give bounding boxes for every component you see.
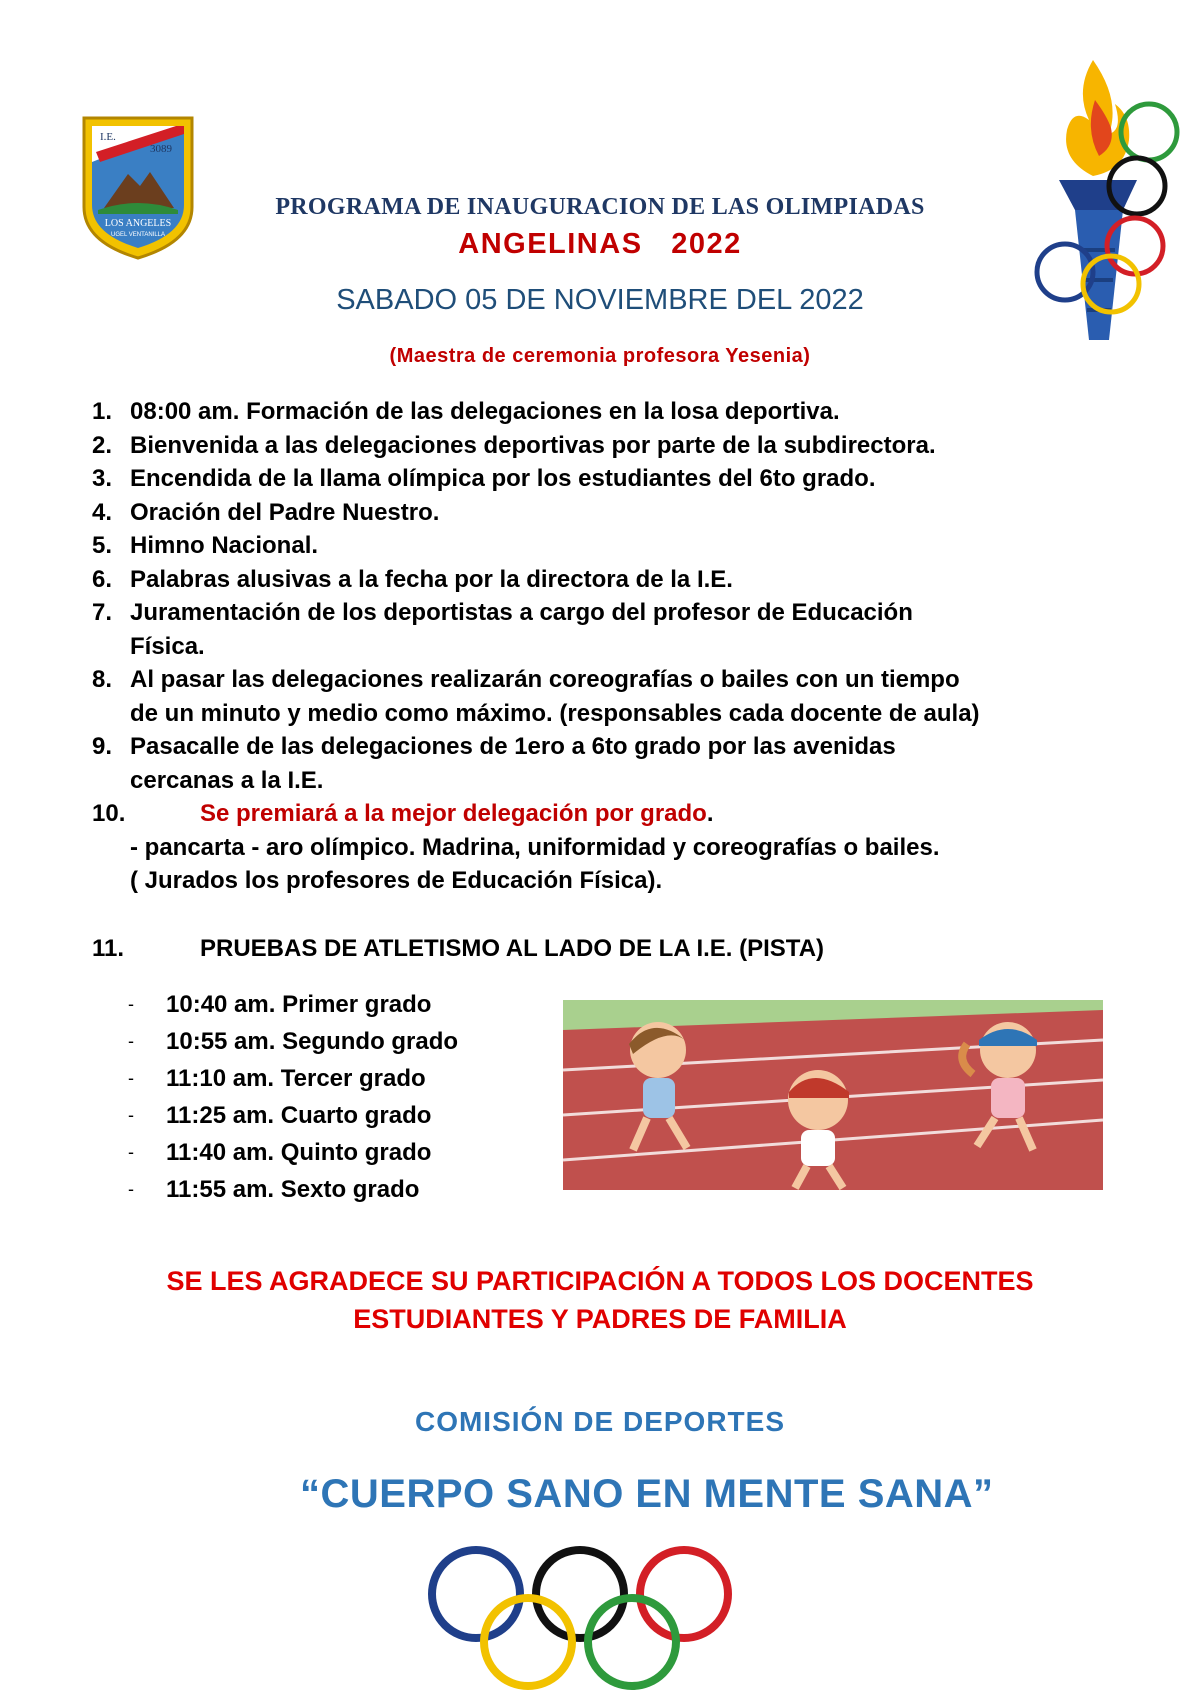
list-item-11: 11. PRUEBAS DE ATLETISMO AL LADO DE LA I.E. (PISTA) (92, 934, 825, 962)
crest-sub: UGEL VENTANILLA (110, 232, 166, 238)
list-item: 1. 08:00 am. Formación de las delegaciones en la losa deportiva. (92, 398, 840, 425)
program-title: PROGRAMA DE INAUGURACION DE LAS OLIMPIADAS (275, 194, 925, 220)
list-item: 2. Bienvenida a las delegaciones deportivas por parte de la subdirectora. (92, 431, 936, 459)
list-item-continuation: Física. (130, 632, 205, 660)
list-item-continuation: cercanas a la I.E. (130, 766, 324, 794)
program-list (92, 395, 1132, 965)
thanks-line-1: SE LES AGRADECE SU PARTICIPACIÓN A TODOS LOS DOCENTES (166, 1266, 1034, 1296)
list-item: 6. Palabras alusivas a la fecha por la directora de la I.E. (92, 565, 733, 593)
list-item-10: 10. Se premiará a la mejor delegación por grado. (92, 800, 714, 827)
thanks-message (0, 1262, 1200, 1338)
program-subtitle: ANGELINAS 2022 (458, 228, 742, 260)
master-of-ceremony: (Maestra de ceremonia profesora Yesenia) (389, 345, 811, 367)
list-item: 5. Himno Nacional. (92, 532, 319, 559)
list-item: 3. Encendida de la llama olímpica por los estudiantes del 6to grado. (92, 465, 876, 492)
list-item: 8. Al pasar las delegaciones realizarán coreografías o bailes con un tiempo (92, 666, 960, 693)
event-date: SABADO 05 DE NOVIEMBRE DEL 2022 (336, 284, 864, 316)
award-criteria: - pancarta - aro olímpico. Madrina, uniformidad y coreografías o bailes. (130, 833, 940, 861)
schedule-row: - 10:55 am. Segundo grado (128, 1028, 459, 1055)
schedule-row: - 10:40 am. Primer grado (128, 991, 432, 1018)
olympic-rings-icon (380, 1534, 780, 1694)
thanks-line-2: ESTUDIANTES Y PADRES DE FAMILIA (353, 1304, 847, 1334)
schedule-row: - 11:55 am. Sexto grado (128, 1176, 420, 1203)
list-item: 4. Oración del Padre Nuestro. (92, 498, 440, 526)
motto: “CUERPO SANO EN MENTE SANA” (300, 1472, 994, 1516)
award-highlight: Se premiará a la mejor delegación por grado (200, 800, 707, 827)
list-item: 9. Pasacalle de las delegaciones de 1ero a 6to grado por las avenidas (92, 733, 896, 760)
schedule-row: - 11:10 am. Tercer grado (128, 1065, 426, 1092)
crest-ie-text: I.E. (100, 131, 116, 143)
list-item-continuation: de un minuto y medio como máximo. (responsables cada docente de aula) (130, 699, 980, 727)
sports-commission: COMISIÓN DE DEPORTES (414, 1406, 786, 1437)
list-item: 7. Juramentación de los deportistas a cargo del profesor de Educación (92, 599, 913, 626)
running-children-illustration (563, 1000, 1103, 1190)
schedule-row: - 11:25 am. Cuarto grado (128, 1102, 432, 1129)
award-jury: ( Jurados los profesores de Educación Física). (130, 867, 663, 894)
athletics-schedule (128, 986, 458, 1208)
crest-number: 3089 (150, 143, 172, 155)
crest-school-name: LOS ANGELES (104, 218, 172, 229)
schedule-row: - 11:40 am. Quinto grado (128, 1139, 432, 1166)
